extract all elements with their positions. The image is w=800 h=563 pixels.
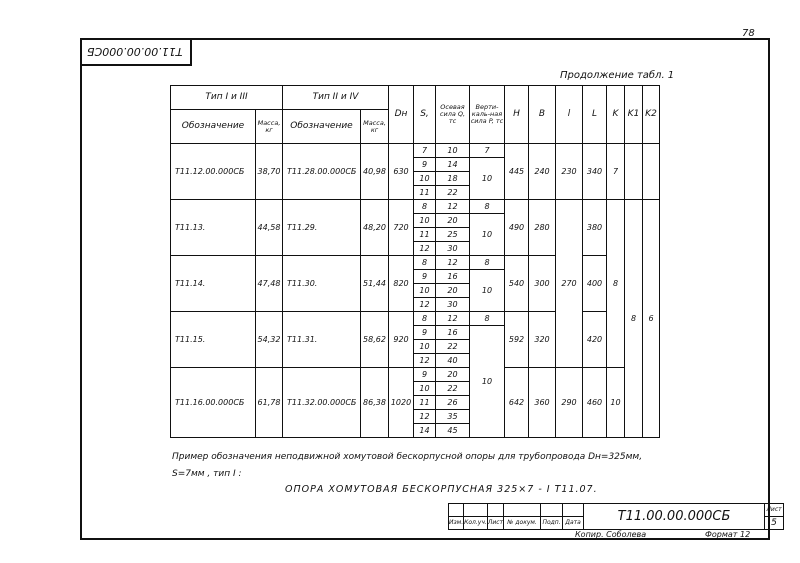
rotated-stamp: Т11.00.00.000СБ bbox=[80, 38, 192, 66]
table-row: 10 20 10 bbox=[171, 214, 660, 228]
header-B: B bbox=[529, 86, 556, 144]
header-H: H bbox=[505, 86, 529, 144]
header-K1: K1 bbox=[625, 86, 643, 144]
shared-p: 10 bbox=[470, 326, 505, 438]
title-block: Т11.00.00.000СБ Лист Изм. Кол.уч. Лист № докум. Подп. Дата 5 bbox=[448, 503, 784, 530]
example-note-line2: S=7мм , тип I : bbox=[172, 469, 242, 479]
table-row: 10 18 bbox=[171, 172, 660, 186]
document-code: Т11.00.00.000СБ bbox=[584, 504, 765, 530]
table-row: Т11.16.00.000СБ 61,78 Т11.32.00.000СБ 86,38 1020 9 20 642 360 290 460 10 bbox=[171, 368, 660, 382]
shared-K1: 8 bbox=[625, 200, 643, 438]
table-row: 12 30 bbox=[171, 298, 660, 312]
header-mass-2: Масса, кг bbox=[361, 110, 389, 144]
header-mass-1: Масса, кг bbox=[256, 110, 283, 144]
table-row: 12 40 bbox=[171, 354, 660, 368]
shared-K: 8 bbox=[607, 200, 625, 368]
table-row: 9 16 10 bbox=[171, 270, 660, 284]
header-type13: Тип I и III bbox=[171, 86, 283, 110]
table-row: 11 25 bbox=[171, 228, 660, 242]
header-designation-1: Обозначение bbox=[171, 110, 256, 144]
header-vertical: Верти-каль-ная сила P, тс bbox=[470, 86, 505, 144]
sheet-number: 5 bbox=[765, 517, 784, 530]
spec-table bbox=[170, 85, 660, 438]
header-axial: Осевая сила Q, тс bbox=[436, 86, 470, 144]
header-L: L bbox=[583, 86, 607, 144]
table-row: Т11.13. 44,58 Т11.29. 48,20 720 8 12 8 490 280 270 380 8 8 6 bbox=[171, 200, 660, 214]
table-row: 14 45 bbox=[171, 424, 660, 438]
table-row: 10 22 bbox=[171, 340, 660, 354]
header-dn: Dн bbox=[389, 86, 414, 144]
sheet-label: Лист bbox=[765, 504, 784, 517]
table-row: 10 22 bbox=[171, 382, 660, 396]
table-row: Т11.15. 54,32 Т11.31. 58,62 920 8 12 8 592 320 420 bbox=[171, 312, 660, 326]
header-s: S, bbox=[414, 86, 436, 144]
table-row: 11 26 bbox=[171, 396, 660, 410]
table-row: Т11.14. 47,48 Т11.30. 51,44 820 8 12 8 540 300 400 bbox=[171, 256, 660, 270]
header-l: l bbox=[556, 86, 583, 144]
shared-l: 270 bbox=[556, 200, 583, 368]
table-row: 11 22 bbox=[171, 186, 660, 200]
shared-K2: 6 bbox=[643, 200, 660, 438]
table-row: 9 14 10 bbox=[171, 158, 660, 172]
header-designation-2: Обозначение bbox=[283, 110, 361, 144]
example-note-line1: Пример обозначения неподвижной хомутовой бескорпусной опоры для трубопровода Dн=325мм, bbox=[172, 452, 643, 462]
table-row: 12 30 bbox=[171, 242, 660, 256]
table-row: 12 35 bbox=[171, 410, 660, 424]
header-K: K bbox=[607, 86, 625, 144]
page-number: 78 bbox=[742, 28, 755, 39]
table-row: 9 16 10 bbox=[171, 326, 660, 340]
table-row: Т11.12.00.000СБ 38,70 Т11.28.00.000СБ 40,98 630 7 10 7 445 240 230 340 7 bbox=[171, 144, 660, 158]
copied-by: Копир. Соболева bbox=[575, 530, 647, 539]
continuation-label: Продолжение табл. 1 bbox=[560, 70, 675, 81]
example-designation: ОПОРА ХОМУТОВАЯ БЕСКОРПУСНАЯ 325×7 - I Т11.07. bbox=[285, 484, 598, 495]
table-row: 10 20 bbox=[171, 284, 660, 298]
header-type24: Тип II и IV bbox=[283, 86, 389, 110]
format-label: Формат 12 bbox=[705, 530, 751, 539]
header-K2: K2 bbox=[643, 86, 660, 144]
